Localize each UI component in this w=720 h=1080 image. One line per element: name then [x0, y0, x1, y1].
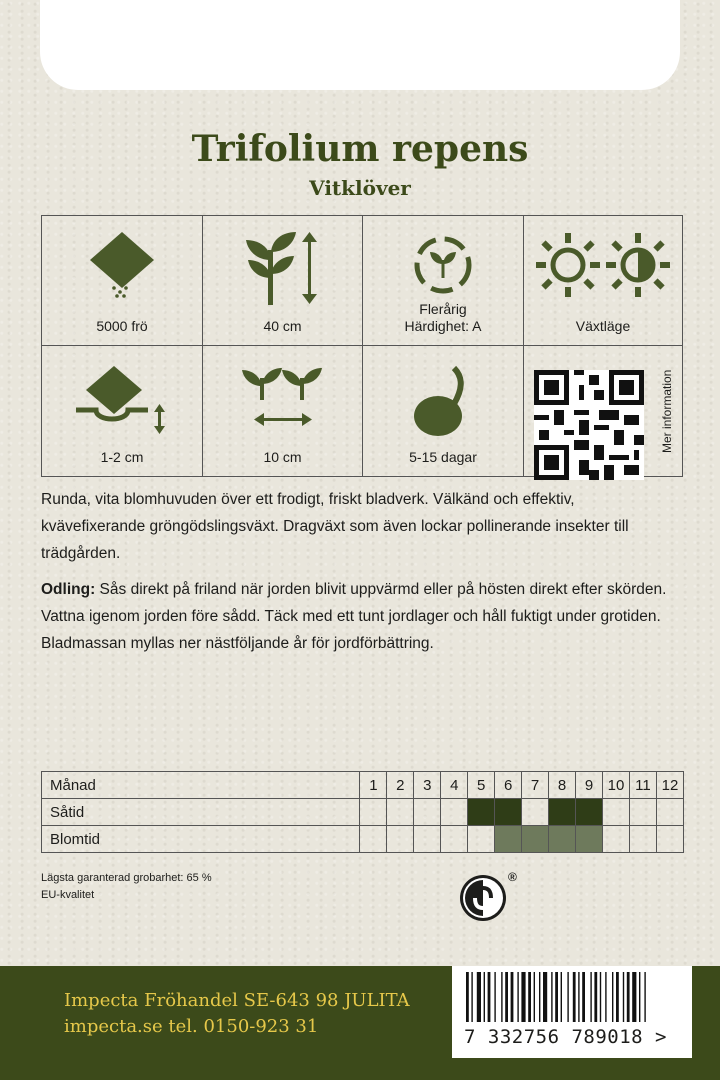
cell-spacing — [203, 346, 363, 476]
cultivation-label: Odling: — [41, 581, 96, 598]
calendar-cell — [629, 799, 656, 826]
cell-height — [203, 216, 363, 346]
barcode — [452, 966, 692, 1058]
calendar-cell — [602, 826, 629, 853]
calendar-cell — [387, 799, 414, 826]
germination-rate-note: Lägsta garanterad grobarhet: 65 % — [41, 872, 212, 884]
calendar-cell — [495, 826, 522, 853]
hang-hole-cutout — [40, 0, 680, 90]
cell-seeds — [42, 216, 203, 346]
calendar-header-row — [42, 772, 684, 799]
spacing-label: 10 cm — [263, 449, 302, 465]
calendar-month-12: 12 — [656, 772, 683, 799]
calendar-row-label: Såtid — [42, 799, 360, 826]
page-subtitle: Vitklöver — [309, 176, 411, 200]
perennial-label — [363, 301, 523, 335]
germination-label: 5-15 dagar — [409, 449, 477, 465]
calendar-month-10: 10 — [602, 772, 629, 799]
cell-perennial — [363, 216, 524, 346]
barcode-digits: 7 332756 789018 > — [464, 1026, 667, 1048]
cell-sow-depth — [42, 346, 203, 476]
footer-band — [0, 966, 720, 1080]
plant-height-icon — [238, 230, 328, 305]
calendar-cell — [576, 799, 603, 826]
barcode-icon — [452, 966, 692, 1024]
calendar-month-2: 2 — [387, 772, 414, 799]
eu-quality-note: EU-kvalitet — [41, 889, 95, 901]
calendar-cell — [414, 826, 441, 853]
calendar-cell — [468, 799, 495, 826]
calendar-cell — [468, 826, 495, 853]
calendar-cell — [495, 799, 522, 826]
calendar-cell — [360, 826, 387, 853]
plant-spacing-icon — [238, 360, 328, 435]
cell-germination — [363, 346, 524, 476]
qr-code-icon — [534, 370, 644, 480]
calendar-cell — [629, 826, 656, 853]
calendar-month-label: Månad — [42, 772, 360, 799]
calendar-month-4: 4 — [441, 772, 468, 799]
sun-partshade-icon — [533, 230, 673, 300]
footer-contact: impecta.se tel. 0150-923 31 — [64, 1016, 319, 1037]
calendar-month-3: 3 — [414, 772, 441, 799]
calendar-month-7: 7 — [522, 772, 549, 799]
calendar-cell — [414, 799, 441, 826]
calendar-cell — [522, 799, 549, 826]
seed-packet-icon — [82, 230, 162, 300]
perennial-text: Flerårig — [419, 301, 467, 317]
calendar-month-1: 1 — [360, 772, 387, 799]
cultivation-body: Sås direkt på friland när jorden blivit uppvärmd eller på hösten direkt efter skörden. Vattna igenom jorden före sådd. Täck med ett tunt jordlager och håll fuktigt under grotiden. Bladmassan myllas ner nästföljande år för jordförbättring. — [41, 581, 667, 652]
sow-depth-label: 1-2 cm — [100, 449, 144, 465]
calendar-row-label: Blomtid — [42, 826, 360, 853]
calendar-cell — [576, 826, 603, 853]
footer-company: Impecta Fröhandel SE-643 98 JULITA — [64, 990, 410, 1011]
seeds-label: 5000 frö — [96, 318, 148, 334]
more-info-label: Mer information — [660, 369, 674, 453]
calendar-cell — [656, 826, 683, 853]
calendar-row-0 — [42, 799, 684, 826]
calendar-row-1 — [42, 826, 684, 853]
calendar-cell — [522, 826, 549, 853]
calendar-month-5: 5 — [468, 772, 495, 799]
calendar-cell — [656, 799, 683, 826]
green-dot-recycle-icon — [459, 874, 507, 922]
perennial-cycle-icon — [408, 230, 478, 300]
calendar-cell — [549, 826, 576, 853]
calendar-month-11: 11 — [629, 772, 656, 799]
calendar-cell — [360, 799, 387, 826]
cultivation-text — [41, 576, 681, 657]
calendar-cell — [549, 799, 576, 826]
sow-depth-icon — [72, 360, 172, 440]
cell-location — [524, 216, 682, 346]
calendar-month-9: 9 — [576, 772, 603, 799]
calendar-month-6: 6 — [495, 772, 522, 799]
info-grid — [41, 215, 683, 477]
sowing-calendar — [41, 771, 684, 853]
cell-qr — [524, 346, 682, 476]
registered-mark: ® — [508, 870, 517, 884]
calendar-cell — [441, 826, 468, 853]
calendar-cell — [602, 799, 629, 826]
calendar-cell — [387, 826, 414, 853]
description-text: Runda, vita blomhuvuden över ett frodigt, friskt bladverk. Välkänd och effektiv, kvävefixerande gröngödslingsväxt. Dragväxt som även lockar pollinerande insekter till trädgården. — [41, 491, 629, 562]
calendar-cell — [441, 799, 468, 826]
page-title: Trifolium repens — [191, 128, 529, 170]
qr-code[interactable] — [534, 356, 644, 466]
hardiness-text: Härdighet: A — [404, 318, 482, 334]
height-label: 40 cm — [263, 318, 302, 334]
germinating-seed-icon — [408, 360, 478, 440]
location-label: Växtläge — [575, 318, 631, 334]
calendar-month-8: 8 — [549, 772, 576, 799]
